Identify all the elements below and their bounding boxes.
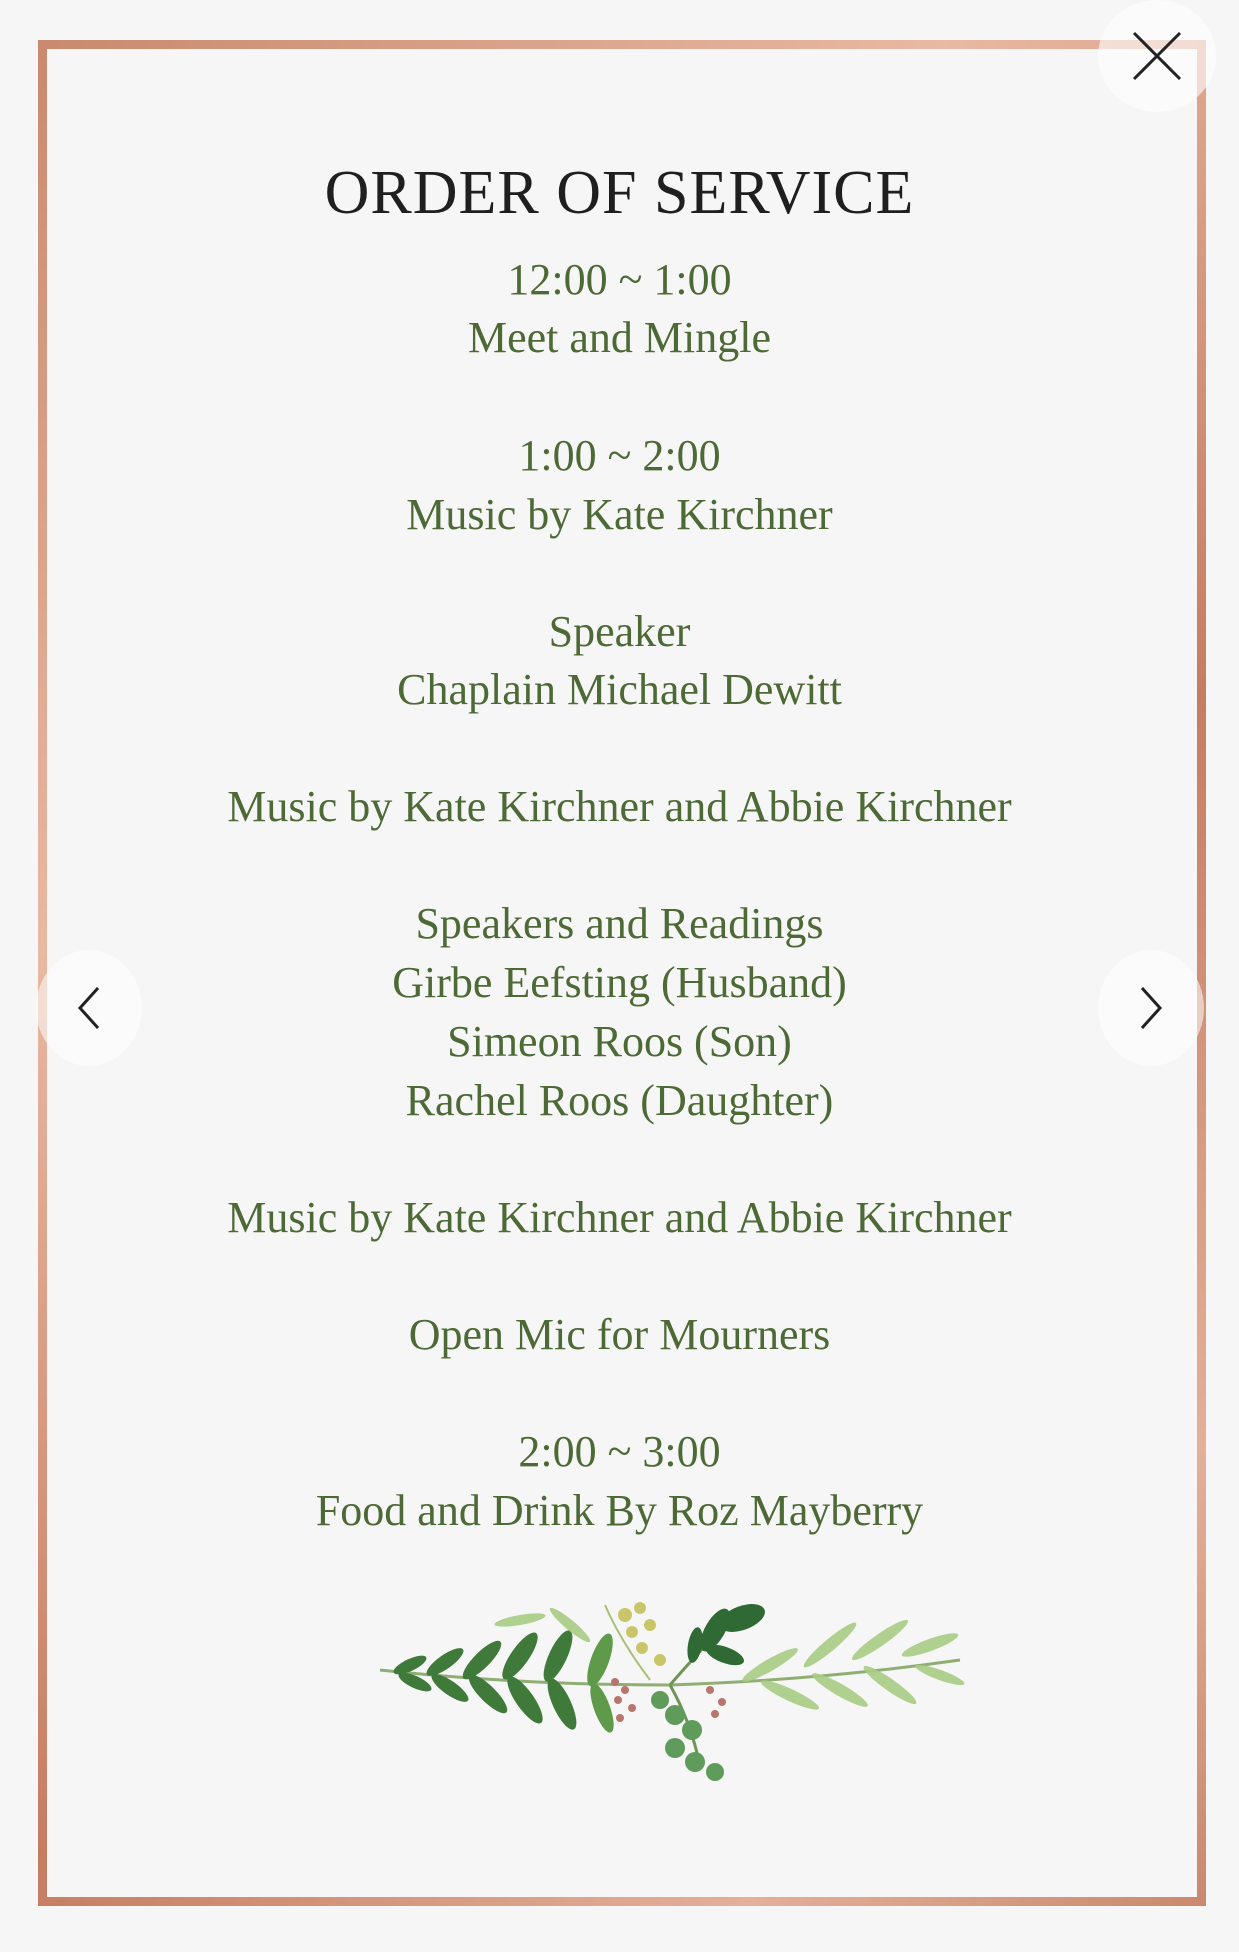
page-title: ORDER OF SERVICE bbox=[324, 159, 915, 227]
schedule-line: Music by Kate Kirchner and Abbie Kirchner bbox=[227, 782, 1012, 831]
schedule-line: Food and Drink By Roz Mayberry bbox=[315, 1486, 924, 1535]
chevron-right-icon bbox=[1136, 984, 1166, 1032]
schedule-line: Open Mic for Mourners bbox=[408, 1310, 831, 1359]
close-icon bbox=[1126, 25, 1188, 87]
schedule-line: Simeon Roos (Son) bbox=[447, 1017, 792, 1066]
schedule-line: Music by Kate Kirchner and Abbie Kirchner bbox=[227, 1193, 1012, 1242]
schedule-line: 12:00 ~ 1:00 bbox=[507, 255, 732, 304]
schedule-line: Speaker bbox=[548, 607, 691, 656]
schedule-line: Rachel Roos (Daughter) bbox=[405, 1076, 834, 1125]
close-button[interactable] bbox=[1098, 0, 1216, 112]
schedule-line: 2:00 ~ 3:00 bbox=[518, 1427, 721, 1476]
schedule-line: Chaplain Michael Dewitt bbox=[397, 665, 842, 714]
schedule-line: 1:00 ~ 2:00 bbox=[518, 431, 721, 480]
schedule-line: Girbe Eefsting (Husband) bbox=[392, 958, 847, 1007]
foliage-sprig-icon bbox=[370, 1590, 970, 1790]
chevron-left-icon bbox=[74, 984, 104, 1032]
schedule-line: Speakers and Readings bbox=[415, 899, 824, 948]
schedule-line: Meet and Mingle bbox=[467, 313, 772, 362]
previous-button[interactable] bbox=[36, 950, 142, 1066]
next-button[interactable] bbox=[1098, 950, 1204, 1066]
schedule-line: Music by Kate Kirchner bbox=[406, 490, 833, 539]
